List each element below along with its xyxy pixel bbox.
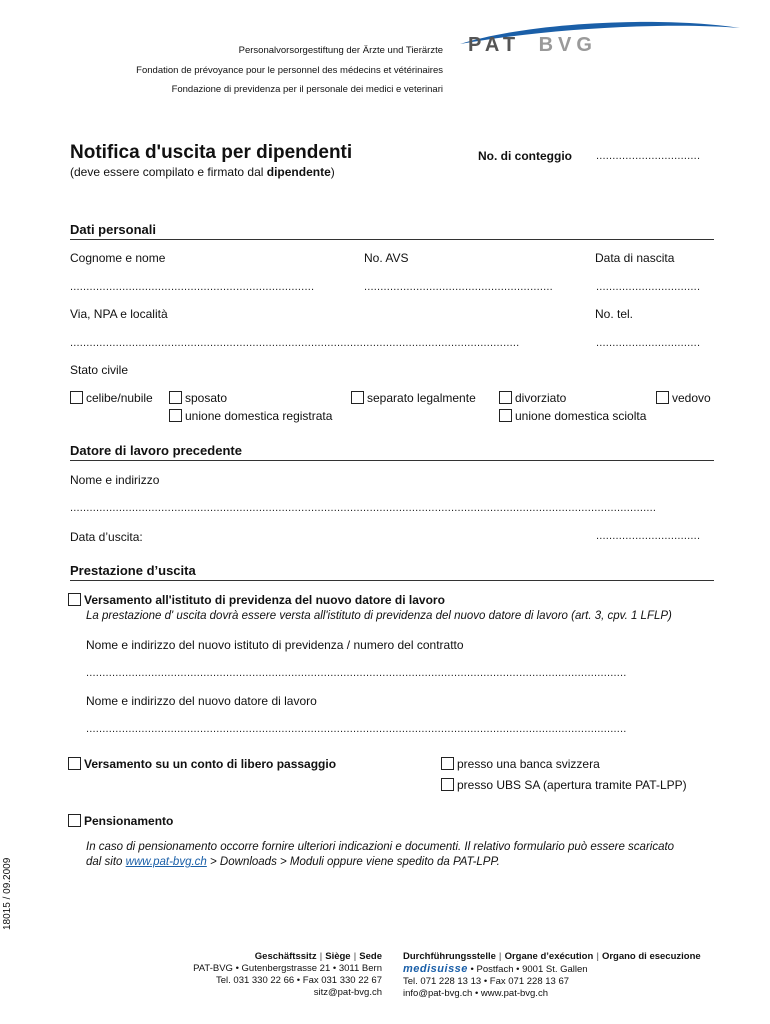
new-fund-field[interactable]: ...................................................................................................................................................................... [86, 667, 627, 679]
option-label: Versamento su un conto di libero passaggio [84, 757, 337, 771]
option-label: vedovo [672, 391, 711, 405]
civil-status-label: Stato civile [70, 363, 129, 377]
count-number-field[interactable]: ................................ [596, 150, 701, 162]
employer-name-field[interactable]: .................................................................................................................................................................................... [70, 502, 657, 514]
address-field[interactable]: .......................................................................................................................................... [70, 337, 520, 349]
new-fund-label: Nome e indirizzo del nuovo istituto di previdenza / numero del contratto [86, 638, 464, 652]
headquarters-address: PAT-BVG • Gutenbergstrasse 21 • 3011 Bern [193, 963, 382, 974]
footer-headquarters [150, 951, 382, 999]
checkbox[interactable] [441, 778, 454, 791]
website-link[interactable]: www.pat-bvg.ch [125, 856, 207, 868]
civil-option-registered-partnership[interactable] [169, 409, 332, 423]
checkbox[interactable] [499, 409, 512, 422]
count-number-label: No. di conteggio [478, 149, 572, 163]
checkbox[interactable] [68, 593, 81, 606]
exit-date-field[interactable]: ................................ [596, 530, 701, 542]
phone-field[interactable]: ................................ [596, 337, 701, 349]
checkbox[interactable] [499, 391, 512, 404]
administration-contact: info@pat-bvg.ch • www.pat-bvg.ch [403, 988, 548, 999]
name-label: Cognome e nome [70, 251, 166, 265]
option-label: separato legalmente [367, 391, 476, 405]
foundation-name-it: Fondazione di previdenza per il personale dei medici e veterinari [171, 84, 443, 95]
checkbox[interactable] [351, 391, 364, 404]
address-text: • Postfach • 9001 St. Gallen [467, 964, 588, 975]
foundation-name-fr: Fondation de prévoyance pour le personnel des médecins et vétérinaires [136, 65, 443, 76]
headquarters-phone: Tel. 031 330 22 66 • Fax 031 330 22 67 [215, 975, 382, 986]
heading-it: Sede [359, 951, 382, 962]
foundation-name-de: Personalvorsorgestiftung der Ärzte und Tierärzte [238, 45, 443, 56]
checkbox[interactable] [68, 757, 81, 770]
option-ubs[interactable] [441, 778, 687, 792]
birth-date-field[interactable]: ................................ [596, 281, 701, 293]
option-label: sposato [185, 391, 228, 405]
option-swiss-bank[interactable] [441, 757, 600, 771]
employer-name-label: Nome e indirizzo [70, 473, 160, 487]
administration-heading: Durchführungsstelle | Organe d’exécution | Organo di esecuzione [403, 951, 701, 962]
new-employer-field[interactable]: ...................................................................................................................................................................... [86, 723, 627, 735]
logo-bvg: BVG [538, 34, 597, 56]
checkbox[interactable] [656, 391, 669, 404]
option-label: presso UBS SA (apertura tramite PAT-LPP) [457, 778, 687, 792]
headquarters-email: sitz@pat-bvg.ch [313, 987, 382, 998]
exit-date-label: Data d’uscita: [70, 530, 143, 544]
section-exit-benefit: Prestazione d’uscita [70, 563, 714, 581]
option-label: presso una banca svizzera [457, 757, 600, 771]
option-label: unione domestica sciolta [515, 409, 647, 423]
birth-date-label: Data di nascita [595, 251, 675, 265]
section-previous-employer: Datore di lavoro precedente [70, 443, 714, 461]
administration-address [403, 963, 763, 976]
subtitle-text: (deve essere compilato e firmato dal [70, 165, 267, 179]
retirement-note-line1: In caso di pensionamento occorre fornire ulteriori indicazioni e documenti. Il relativo formulario può essere scaricato [86, 841, 675, 853]
name-field[interactable]: ........................................................................... [70, 281, 315, 293]
option-label: unione domestica registrata [185, 409, 333, 423]
heading-it: Organo di esecuzione [601, 951, 701, 962]
checkbox[interactable] [169, 391, 182, 404]
note-text: > Downloads > Moduli oppure viene spedito da PAT-LPP. [206, 856, 500, 868]
checkbox[interactable] [68, 814, 81, 827]
address-label: Via, NPA e località [70, 307, 168, 321]
option-label: celibe/nubile [86, 391, 153, 405]
civil-option-dissolved-partnership[interactable] [499, 409, 646, 423]
civil-option-separated[interactable] [351, 391, 476, 405]
option-new-employer-fund[interactable] [68, 593, 445, 607]
logo-pat: PAT [468, 34, 521, 56]
medisuisse-logo: medisuisse [403, 963, 468, 975]
checkbox[interactable] [441, 757, 454, 770]
form-code: 18015 / 09.2009 [2, 857, 13, 930]
heading-de: Geschäftssitz [254, 951, 317, 962]
section-personal-data: Dati personali [70, 222, 714, 240]
checkbox[interactable] [169, 409, 182, 422]
civil-option-divorced[interactable] [499, 391, 566, 405]
phone-label: No. tel. [595, 307, 634, 321]
form-title: Notifica d'uscita per dipendenti [70, 142, 353, 163]
pat-bvg-logo [468, 34, 597, 57]
heading-de: Durchführungsstelle [403, 951, 496, 962]
new-employer-label: Nome e indirizzo del nuovo datore di lavoro [86, 694, 317, 708]
civil-option-married[interactable] [169, 391, 227, 405]
subtitle-close: ) [330, 165, 335, 179]
option-label: Pensionamento [84, 814, 174, 828]
headquarters-heading: Geschäftssitz | Siège | Sede [254, 951, 382, 962]
heading-fr: Organe d’exécution [504, 951, 594, 962]
option-label: Versamento all'istituto di previdenza del nuovo datore di lavoro [84, 593, 445, 607]
option-vested-benefits-account[interactable] [68, 757, 336, 771]
civil-option-widowed[interactable] [656, 391, 711, 405]
heading-fr: Siège [325, 951, 351, 962]
administration-phone: Tel. 071 228 13 13 • Fax 071 228 13 67 [403, 976, 570, 987]
retirement-note-line2 [86, 856, 500, 868]
avs-label: No. AVS [364, 251, 409, 265]
note-text: dal sito [86, 856, 126, 868]
checkbox[interactable] [70, 391, 83, 404]
form-subtitle [70, 165, 335, 179]
subtitle-bold: dipendente [266, 165, 331, 179]
footer-administration [403, 951, 763, 1000]
option-label: divorziato [515, 391, 567, 405]
avs-field[interactable]: .......................................................... [364, 281, 553, 293]
civil-option-single[interactable] [70, 391, 153, 405]
option-retirement[interactable] [68, 814, 173, 828]
option-new-employer-note: La prestazione d' uscita dovrà essere versta all'istituto di previdenza del nuovo datore di lavoro (art. 3, cpv. 1 LFLP) [86, 610, 672, 622]
